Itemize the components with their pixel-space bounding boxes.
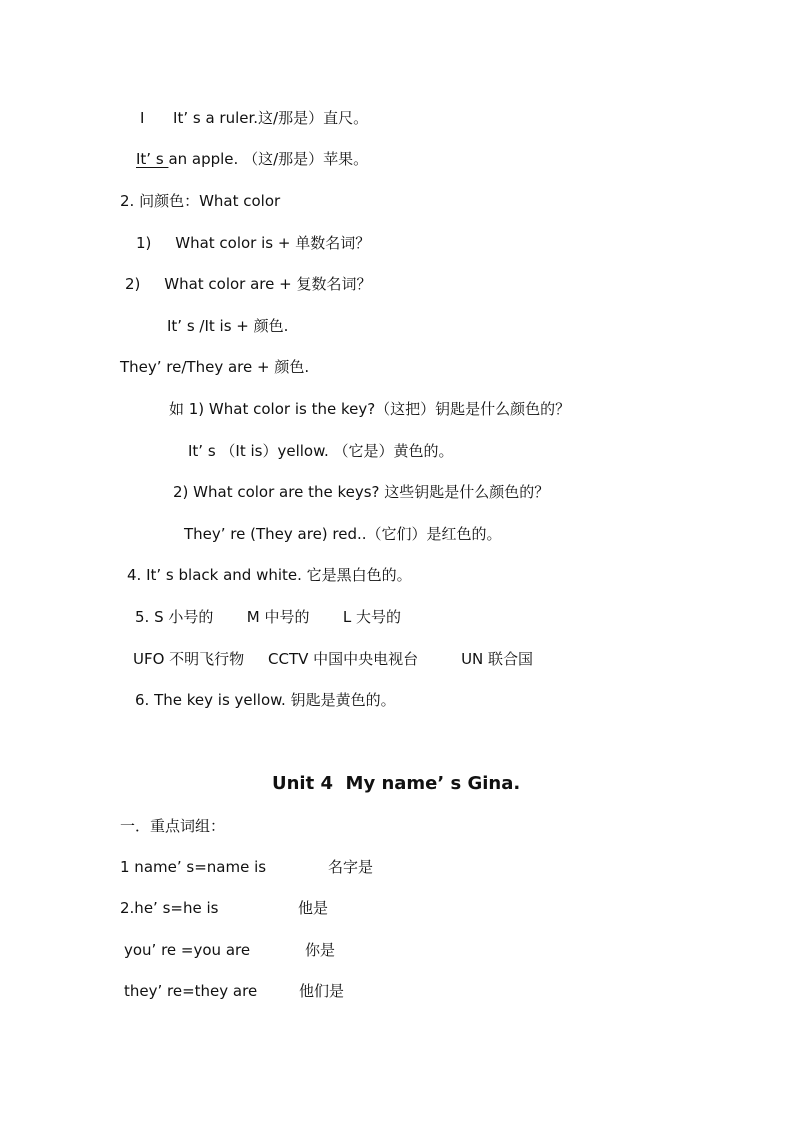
phrase-right: 名字是 xyxy=(328,858,374,876)
example-2-answer: They’ re (They are) red..（它们）是红色的。 xyxy=(184,525,502,543)
line-its-an-apple-rest: an apple. （这/那是）苹果。 xyxy=(168,150,369,168)
line-its-a-ruler: I It’ s a ruler.这/那是）直尺。 xyxy=(140,109,369,127)
line-what-color-is: 1) What color is + 单数名词？ xyxy=(136,234,371,252)
phrase-left: you’ re =you are xyxy=(124,941,251,959)
example-2-question: 2) What color are the keys? 这些钥匙是什么颜色的？ xyxy=(173,483,550,501)
example-1-question: 如 1) What color is the key?（这把）钥匙是什么颜色的？ xyxy=(169,400,571,418)
phrase-right: 你是 xyxy=(305,941,336,959)
phrase-right: 他是 xyxy=(298,899,329,917)
line-sizes: 5. S 小号的 M 中号的 L 大号的 xyxy=(135,608,401,626)
phrase-right: 他们是 xyxy=(299,982,345,1000)
line-what-color-are: 2) What color are + 复数名词？ xyxy=(125,275,372,293)
phrase-left: 1 name’ s=name is xyxy=(120,858,267,876)
phrase-left: 2.he’ s=he is xyxy=(120,899,219,917)
line-abbreviations: UFO 不明飞行物 CCTV 中国中央电视台 UN 联合国 xyxy=(133,650,534,668)
example-1-answer: It’ s （It is）yellow. （它是）黄色的。 xyxy=(188,442,454,460)
section-heading: 一．重点词组： xyxy=(120,817,226,835)
line-black-and-white: 4. It’ s black and white. 它是黑白色的。 xyxy=(127,566,412,584)
line-theyre-color: They’ re/They are + 颜色. xyxy=(120,358,310,376)
line-its-an-apple xyxy=(136,148,368,170)
unit-title: Unit 4 My name’ s Gina. xyxy=(272,773,521,794)
heading-ask-color: 2. 问颜色：What color xyxy=(120,192,281,210)
phrase-left: they’ re=they are xyxy=(124,982,258,1000)
underlined-its: It’ s xyxy=(136,150,169,168)
line-key-is-yellow: 6. The key is yellow. 钥匙是黄色的。 xyxy=(135,691,396,709)
line-its-color: It’ s /It is + 颜色. xyxy=(167,317,289,335)
